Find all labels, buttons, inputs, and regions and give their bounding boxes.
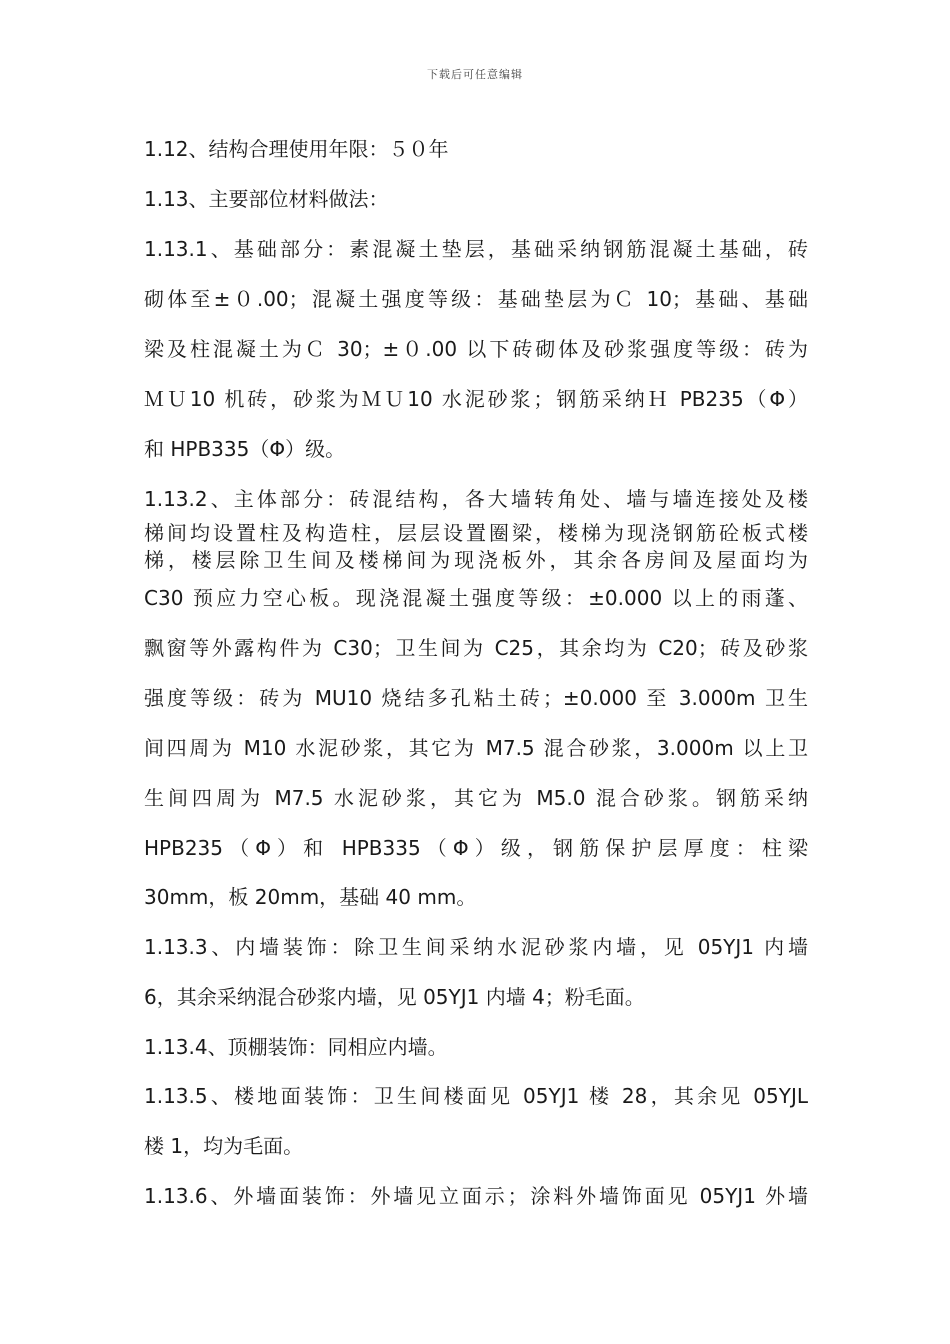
- text-line: 1.13.2、主体部分：砖混结构，各大墙转角处、墙与墙连接处及楼: [144, 487, 808, 511]
- text-line: 生间四周为 M7.5 水泥砂浆，其它为 M5.0 混合砂浆。钢筋采纳: [144, 786, 808, 810]
- text-line: 30mm，板 20mm，基础 40 mm。: [144, 885, 477, 909]
- text-line: 梁及柱混凝土为Ｃ 30；±０.00 以下砖砌体及砂浆强度等级：砖为: [144, 337, 808, 361]
- text-line: ＭＵ10 机砖，砂浆为ＭＵ10 水泥砂浆；钢筋采纳Ｈ PB235（Φ）: [144, 387, 808, 411]
- text-line: HPB235（Φ）和 HPB335（Φ）级，钢筋保护层厚度：柱梁: [144, 836, 808, 860]
- text-line: 1.13.3、内墙装饰：除卫生间采纳水泥砂浆内墙，见 05YJ1 内墙: [144, 935, 808, 959]
- text-line: C30 预应力空心板。现浇混凝土强度等级：±0.000 以上的雨蓬、: [144, 586, 808, 610]
- text-line: 1.12、结构合理使用年限：５０年: [144, 137, 449, 161]
- text-line: 飘窗等外露构件为 C30；卫生间为 C25，其余均为 C20；砖及砂浆: [144, 636, 808, 660]
- text-line: 1.13、主要部位材料做法：: [144, 187, 389, 211]
- text-line: 1.13.4、顶棚装饰：同相应内墙。: [144, 1035, 448, 1059]
- page-header: 下载后可任意编辑: [427, 68, 523, 81]
- text-line: 楼 1，均为毛面。: [144, 1134, 304, 1158]
- text-line: 砌体至±０.00；混凝土强度等级：基础垫层为Ｃ 10；基础、基础: [144, 287, 808, 311]
- text-line: 1.13.5、楼地面装饰：卫生间楼面见 05YJ1 楼 28，其余见 05YJL: [144, 1084, 808, 1108]
- text-line: 和 HPB335（Φ）级。: [144, 437, 346, 461]
- text-line: 6，其余采纳混合砂浆内墙，见 05YJ1 内墙 4；粉毛面。: [144, 985, 645, 1009]
- text-line: 间四周为 M10 水泥砂浆，其它为 M7.5 混合砂浆，3.000m 以上卫: [144, 736, 808, 760]
- text-line: 梯，楼层除卫生间及楼梯间为现浇板外，其余各房间及屋面均为: [144, 548, 808, 572]
- text-line: 1.13.1、基础部分：素混凝土垫层，基础采纳钢筋混凝土基础，砖: [144, 237, 808, 261]
- text-line: 梯间均设置柱及构造柱，层层设置圈梁，楼梯为现浇钢筋砼板式楼: [144, 521, 808, 545]
- text-line: 强度等级：砖为 MU10 烧结多孔粘土砖；±0.000 至 3.000m 卫生: [144, 686, 808, 710]
- text-line: 1.13.6、外墙面装饰：外墙见立面示；涂料外墙饰面见 05YJ1 外墙: [144, 1184, 808, 1208]
